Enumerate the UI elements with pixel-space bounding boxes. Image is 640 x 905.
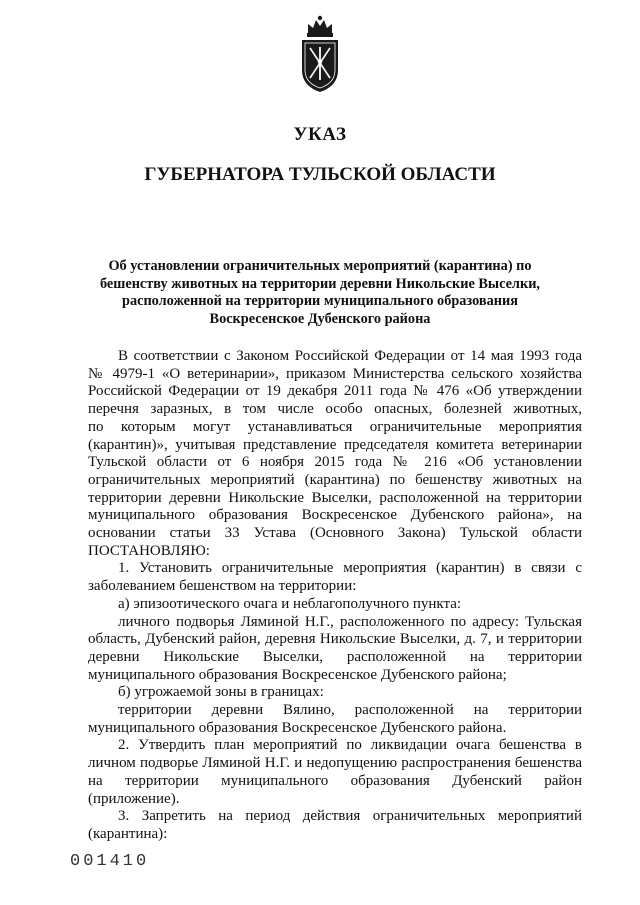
body-line: личном подворье Ляминой Н.Г. и недопущению распространения бешенства bbox=[88, 755, 582, 772]
body-line: на территории муниципального образования Дубенский район (приложение). bbox=[88, 772, 582, 807]
body-line: ПОСТАНОВЛЯЮ: bbox=[88, 542, 210, 559]
body-line: (карантин)», учитывая представление председателя комитета ветеринарии bbox=[88, 436, 582, 453]
body-line: деревни Никольские Выселки, расположенной на территории bbox=[88, 648, 582, 665]
body-line: территории деревни Никольские Выселки, расположенной на территории bbox=[88, 489, 582, 506]
body-line: заболеванием бешенством на территории: bbox=[88, 578, 357, 595]
coat-of-arms-icon bbox=[298, 14, 342, 94]
heading-line: Об установлении ограничительных мероприятий (карантина) по bbox=[108, 258, 532, 274]
serial-number: 001410 bbox=[70, 852, 150, 871]
body-line: территории деревни Вялино, расположенной на территории bbox=[118, 702, 582, 719]
body-line: личного подворья Ляминой Н.Г., расположенного по адресу: Тульская bbox=[118, 613, 582, 630]
body-line: 2. Утвердить план мероприятий по ликвидации очага бешенства в bbox=[118, 737, 582, 754]
body-line: муниципального образования Воскресенское Дубенского района», на bbox=[88, 507, 582, 524]
body-line: б) угрожаемой зоны в границах: bbox=[118, 684, 324, 701]
heading-line: расположенной на территории муниципального образования bbox=[122, 293, 518, 309]
body-line: муниципального образования Воскресенское Дубенского района. bbox=[88, 719, 507, 736]
heading-line: Воскресенское Дубенского района bbox=[209, 310, 431, 327]
body-line: 3. Запретить на период действия ограничительных мероприятий bbox=[118, 808, 582, 825]
body-line: основании статьи 33 Устава (Основного Закона) Тульской области bbox=[88, 525, 582, 542]
body-line: В соответствии с Законом Российской Федерации от 14 мая 1993 года bbox=[118, 348, 582, 364]
body-line: по которым могут устанавливаться ограничительные мероприятия bbox=[88, 418, 582, 435]
decree-title: УКАЗ bbox=[293, 124, 347, 145]
decree-issuer: ГУБЕРНАТОРА ТУЛЬСКОЙ ОБЛАСТИ bbox=[144, 164, 496, 185]
body-line: ограничительных мероприятий (карантина) по бешенству животных на bbox=[88, 471, 582, 488]
body-line: муниципального образования Воскресенское Дубенского района; bbox=[88, 666, 507, 683]
body-line: (карантина): bbox=[88, 825, 168, 842]
decree-body bbox=[88, 348, 582, 844]
body-line: 1. Установить ограничительные мероприятия (карантин) в связи с bbox=[118, 560, 582, 577]
body-line: Российской Федерации от 19 декабря 2011 года № 476 «Об утверждении bbox=[88, 383, 582, 400]
body-line: № 4979-1 «О ветеринарии», приказом Министерства сельского хозяйства bbox=[88, 365, 582, 382]
body-line: а) эпизоотического очага и неблагополучного пункта: bbox=[118, 595, 462, 612]
body-line: перечня заразных, в том числе особо опасных, болезней животных, bbox=[88, 401, 582, 418]
body-line: Тульской области от 6 ноября 2015 года № 216 «Об установлении bbox=[88, 454, 582, 471]
heading-line: бешенству животных на территории деревни Никольские Выселки, bbox=[99, 275, 541, 292]
body-line: область, Дубенский район, деревня Никольские Выселки, д. 7, и территории bbox=[88, 631, 582, 648]
decree-heading bbox=[92, 258, 548, 328]
